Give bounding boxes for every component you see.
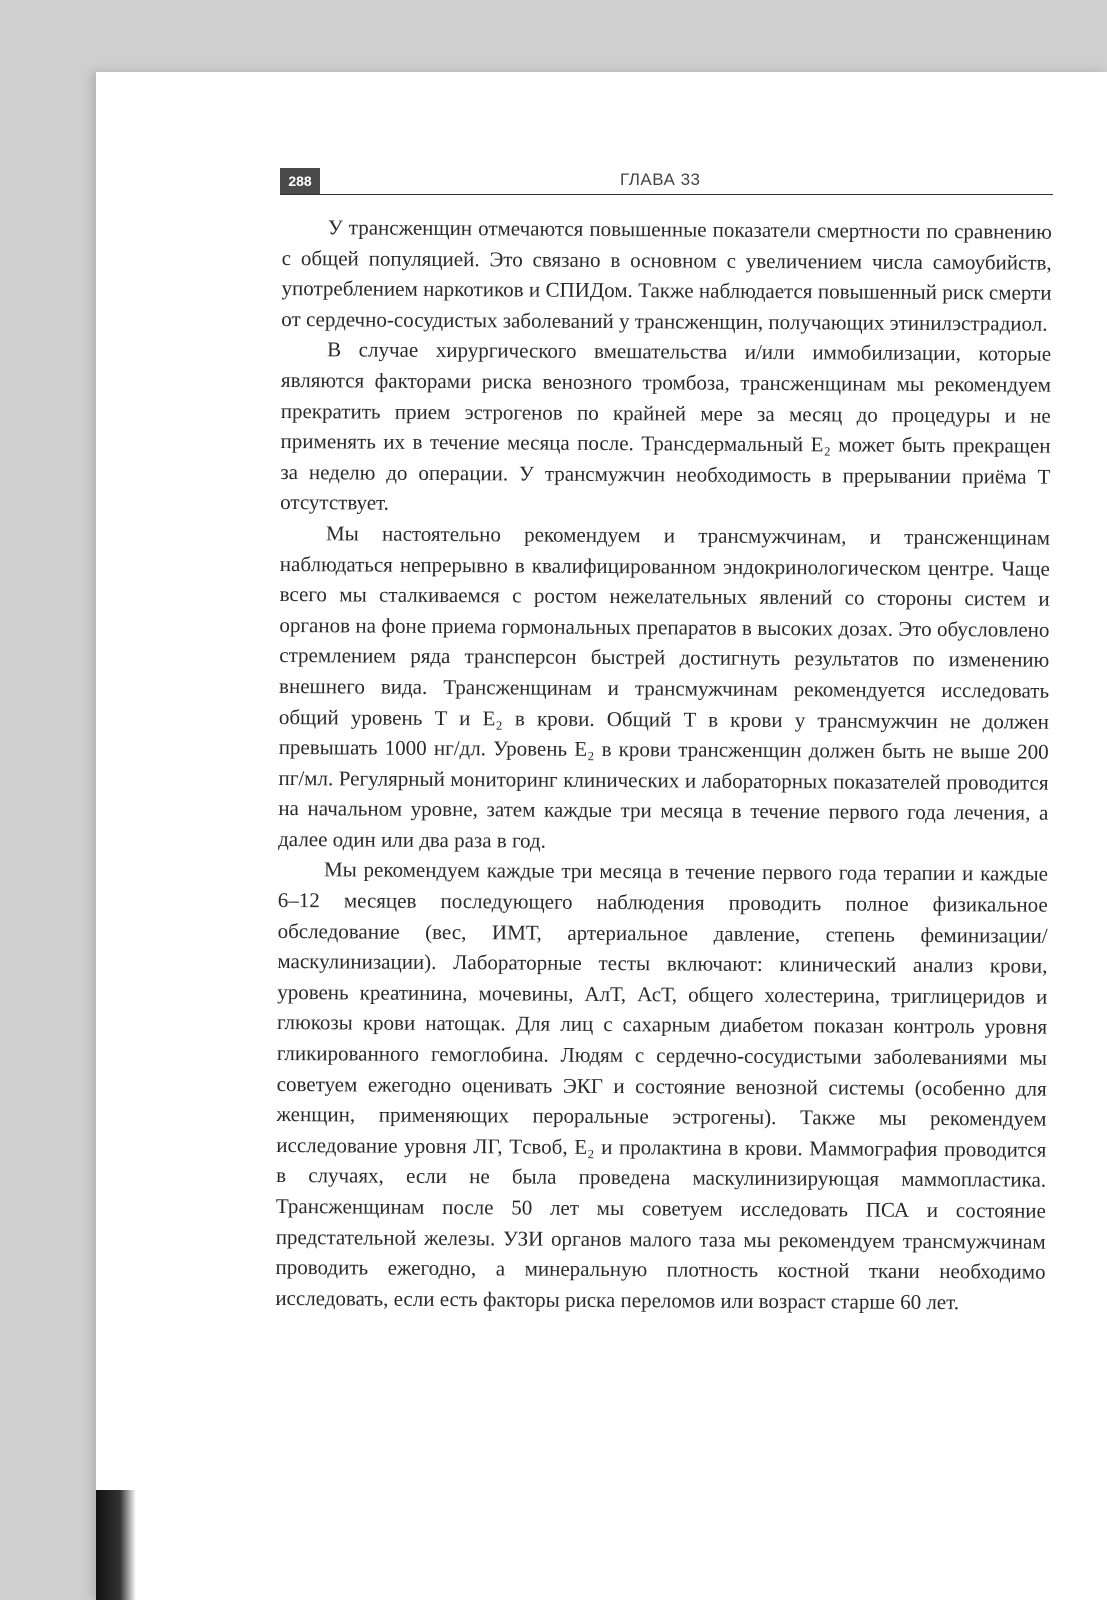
paragraph: Мы настоятельно рекомендуем и трансмужчинам, и трансженщинам наблюдаться непрерывно в квалифицированном эндокринологическом центре. Чаще всего мы сталкиваемся с ростом нежелательных явлений со стороны систем и органов на фоне приема гормональных препаратов в высоких дозах. Это обусловлено стремлением ряда трансперсон быстрей достигнуть результатов по изменению внешнего вида. Трансженщинам и трансмужчинам рекомендуется исследовать общий уровень T и E₂ в крови. Общий T в крови у трансмужчин не должен превышать 1000 нг/дл. Уровень E₂ в крови трансженщин должен быть не выше 200 пг/мл. Регулярный мониторинг клинических и лабораторных показателей проводится на начальном уровне, затем каждые три месяца в течение первого года лечения, а далее один или два раза в год. <box>278 521 1051 853</box>
running-header <box>280 168 1053 195</box>
paragraph: У трансженщин отмечаются повышенные показатели смертности по сравнению с общей популяцией. Это связано в основном с увеличением числа самоубийств, употреблением наркотиков и СПИДом. Также наблюдается повышенный риск смерти от сердечно-сосудистых заболеваний у трансженщин, получающих этинилэстрадиол. <box>281 215 1052 336</box>
paragraph: В случае хирургического вмешательства и/или иммобилизации, которые являются факторами риска венозного тромбоза, трансженщинам мы рекомендуем прекратить прием эстрогенов по крайней мере за месяц до процедуры и не применять их в течение месяца после. Трансдермальный E₂ может быть прекращен за неделю до операции. У трансмужчин необходимость в прерывании приёма T отсутствует. <box>280 337 1052 516</box>
chapter-title: ГЛАВА 33 <box>620 170 701 189</box>
body-text <box>275 212 1052 1318</box>
page-number: 288 <box>280 168 320 194</box>
paragraph: Мы рекомендуем каждые три месяца в течение первого года терапии и каждые 6–12 месяцев последующего наблюдения проводить полное физикальное обследование (вес, ИМТ, артериальное давление, степень феминизации/маскулинизации). Лабораторные тесты включают: клинический анализ крови, уровень креатинина, мочевины, АлТ, АсТ, общего холестерина, триглицеридов и глюкозы крови натощак. Для лиц с сахарным диабетом показан контроль уровня гликированного гемоглобина. Людям с сердечно-сосудистыми заболеваниями мы советуем ежегодно оценивать ЭКГ и состояние венозной системы (особенно для женщин, применяющих пероральные эстрогены). Также мы рекомендуем исследование уровня ЛГ, Tсвоб, E₂ и пролактина в крови. Маммография проводится в случаях, если не была проведена маскулинизирующая маммопластика. Трансженщинам после 50 лет мы советуем исследовать ПСА и состояние предстательной железы. УЗИ органов малого таза мы рекомендуем трансмужчинам проводить ежегодно, а минеральную плотность костной ткани необходимо исследовать, если есть факторы риска переломов или возраст старше 60 лет. <box>275 857 1049 1314</box>
binding-shadow <box>96 1490 136 1600</box>
